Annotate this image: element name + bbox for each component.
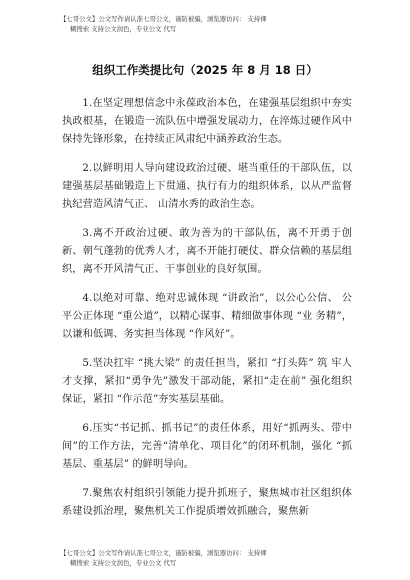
document-title: 组织工作类提比句（2025 年 8 月 18 日） [92, 63, 318, 77]
paragraph-6: 6.压实“书记抓、抓书记”的责任体系，用好“抓两头、带中间”的工作方法，完善“清单化、项目化”的闭环机制，强化 “抓基层、重基层” 的鲜明导向。 [62, 423, 352, 470]
paragraph-5: 5.坚决扛牢 “挑大梁” 的责任担当，紧扣 “打头阵” 筑 牢人才支撑，紧扣“勇争先”激发干部动能，紧扣“走在前” 强化组织保证，紧扣 “作示范”夯实基层基础。 [62, 358, 352, 405]
paragraph-7: 7.聚焦农村组织引领能力提升抓班子，聚焦城市社区组织体系建设抓治理，聚焦机关工作提质增效抓融合，聚焦新 [62, 488, 352, 517]
header-line-2: 糊搜索 支持公文润色，专业公文 代写 [70, 25, 177, 33]
page-footer [60, 548, 360, 568]
document-body [62, 95, 352, 532]
paragraph-2: 2.以鲜明用人导向建设政治过硬、堪当重任的干部队伍，以建强基层基础锻造上下贯通、执行有力的组织体系，以从严监督执纪营造风清气正、 山清水秀的政治生态。 [62, 163, 352, 210]
footer-line-1: 【七哥公文】公文写作请认准七哥公文，谨防被骗，浏览器访问： 支持裸 [60, 549, 267, 557]
paragraph-4: 4.以绝对可靠、绝对忠诚体现 “讲政治”，以公心公信、 公平公正体现 “重公道”，以精心谋事、精细做事体现 “业 务精”，以谦和低调、务实担当体现 “作风好”。 [62, 293, 352, 340]
paragraph-3: 3.离不开政治过硬、敢为善为的干部队伍，离不开勇于创新、朝气蓬勃的优秀人才，离不开能打硬仗、群众信赖的基层组织，离不开风清气正、干事创业的良好氛围。 [62, 228, 352, 275]
page-header [60, 14, 360, 34]
header-line-1: 【七哥公文】公文写作请认准七哥公文，谨防被骗，浏览器访问： 支持裸 [60, 15, 267, 23]
footer-line-2: 糊搜索 支持公文润色，专业公文 代写 [70, 559, 177, 567]
paragraph-1: 1.在坚定理想信念中永葆政治本色，在建强基层组织中夯实执政根基，在锻造一流队伍中增强发展动力，在淬炼过硬作风中保持先锋形象，在持续正风肃纪中涵养政治生态。 [62, 98, 352, 145]
